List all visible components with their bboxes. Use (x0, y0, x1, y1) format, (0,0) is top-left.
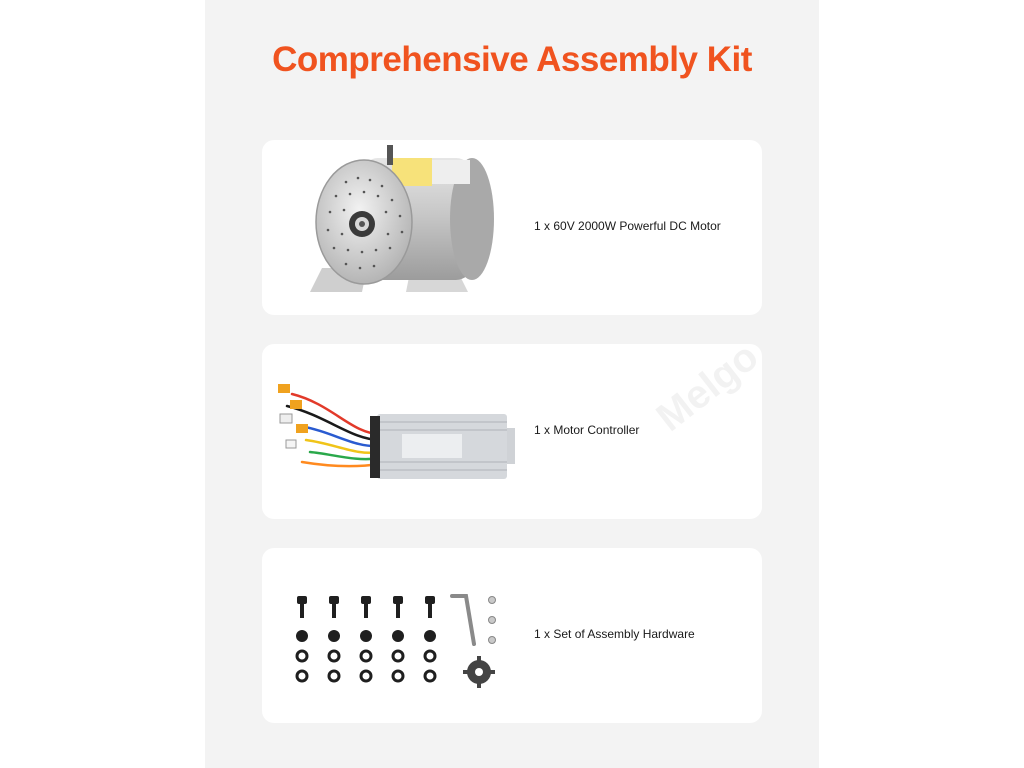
page-title: Comprehensive Assembly Kit (272, 40, 752, 79)
kit-item-motor-card (262, 140, 762, 315)
kit-item-controller-card (262, 344, 762, 519)
motor-controller-icon (262, 344, 522, 519)
kit-item-hardware-card (262, 548, 762, 723)
dc-motor-icon (262, 140, 522, 315)
assembly-hardware-icon (262, 548, 522, 723)
kit-item-label: 1 x 60V 2000W Powerful DC Motor (534, 219, 721, 233)
product-panel (205, 0, 819, 768)
kit-item-label: 1 x Motor Controller (534, 423, 640, 437)
kit-item-label: 1 x Set of Assembly Hardware (534, 627, 695, 641)
